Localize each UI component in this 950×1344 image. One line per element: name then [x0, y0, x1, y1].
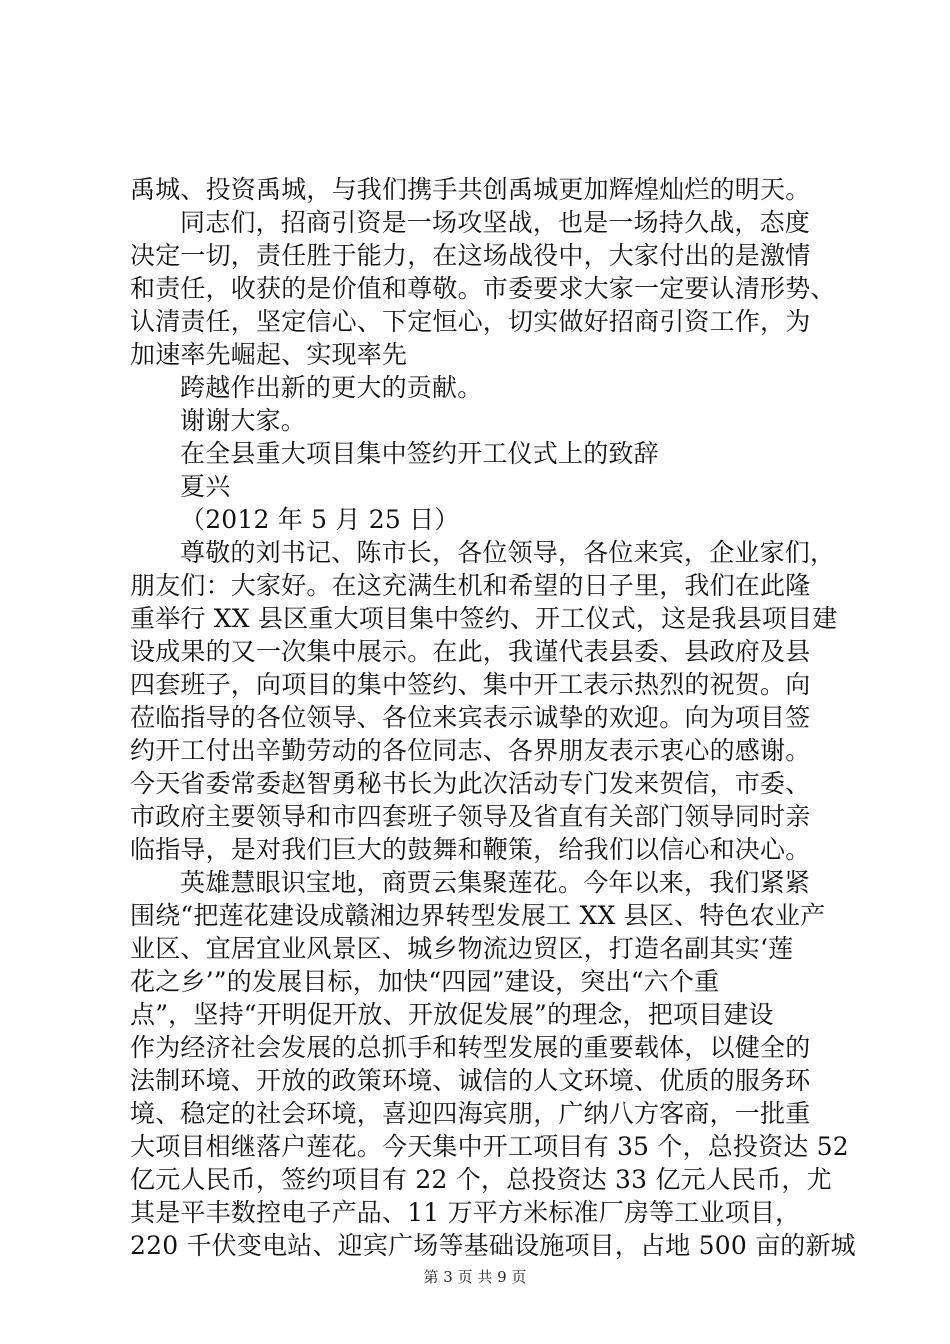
text-line: 其是平丰数控电子产品、11 万平方米标准厂房等工业项目，: [130, 1198, 801, 1227]
text-line: 决定一切，责任胜于能力，在这场战役中，大家付出的是激情: [130, 241, 811, 270]
text-line: 花之乡’”的发展目标，加快“四园”建设，突出“六个重: [130, 967, 720, 996]
text-line: 今天省委常委赵智勇秘书长为此次活动专门发来贺信，市委、: [130, 769, 811, 798]
text-line: 点”，坚持“开明促开放、开放促发展”的理念，把项目建设: [130, 1000, 774, 1029]
text-line: 谢谢大家。: [180, 406, 307, 435]
text-line: 大项目相继落户莲花。今天集中开工项目有 35 个，总投资达 52: [130, 1132, 849, 1161]
text-line: 莅临指导的各位领导、各位来宾表示诚挚的欢迎。向为项目签: [130, 703, 811, 732]
text-line: 市政府主要领导和市四套班子领导及省直有关部门领导同时亲: [130, 802, 811, 831]
text-line: 亿元人民币，签约项目有 22 个，总投资达 33 亿元人民币，尤: [130, 1165, 832, 1194]
text-line: 临指导，是对我们巨大的鼓舞和鞭策，给我们以信心和决心。: [130, 835, 811, 864]
text-line: 跨越作出新的更大的贡献。: [180, 373, 483, 402]
text-line: 法制环境、开放的政策环境、诚信的人文环境、优质的服务环: [130, 1066, 811, 1095]
text-line: 四套班子，向项目的集中签约、集中开工表示热烈的祝贺。向: [130, 670, 811, 699]
text-line: 禹城、投资禹城，与我们携手共创禹城更加辉煌灿烂的明天。: [130, 175, 811, 204]
text-line: 设成果的又一次集中展示。在此，我谨代表县委、县政府及县: [130, 637, 811, 666]
speaker-name: 夏兴: [180, 472, 231, 501]
text-line: 约开工付出辛勤劳动的各位同志、各界朋友表示衷心的感谢。: [130, 736, 811, 765]
text-line: 围绕“把莲花建设成赣湘边界转型发展工 XX 县区、特色农业产: [130, 901, 826, 930]
text-line: 业区、宜居宜业风景区、城乡物流边贸区，打造名副其实‘莲: [130, 934, 794, 963]
speech-title: 在全县重大项目集中签约开工仪式上的致辞: [180, 439, 659, 468]
text-line: 加速率先崛起、实现率先: [130, 340, 408, 369]
text-line: 朋友们：大家好。在这充满生机和希望的日子里，我们在此隆: [130, 571, 811, 600]
text-line: 认清责任，坚定信心、下定恒心，切实做好招商引资工作，为: [130, 307, 811, 336]
text-line: 作为经济社会发展的总抓手和转型发展的重要载体，以健全的: [130, 1033, 811, 1062]
text-line: 尊敬的刘书记、陈市长，各位领导，各位来宾，企业家们，: [180, 538, 836, 567]
text-line: 220 千伏变电站、迎宾广场等基础设施项目，占地 500 亩的新城: [130, 1231, 856, 1260]
text-line: 和责任，收获的是价值和尊敬。市委要求大家一定要认清形势、: [130, 274, 836, 303]
speech-date: （2012 年 5 月 25 日）: [180, 505, 460, 534]
text-line: 重举行 XX 县区重大项目集中签约、开工仪式，这是我县项目建: [130, 604, 838, 633]
text-line: 境、稳定的社会环境，喜迎四海宾朋，广纳八方客商，一批重: [130, 1099, 811, 1128]
text-line: 英雄慧眼识宝地，商贾云集聚莲花。今年以来，我们紧紧: [180, 868, 811, 897]
text-line: 同志们，招商引资是一场攻坚战，也是一场持久战，态度: [180, 208, 811, 237]
page-number-footer: 第 3 页 共 9 页: [423, 1268, 527, 1286]
